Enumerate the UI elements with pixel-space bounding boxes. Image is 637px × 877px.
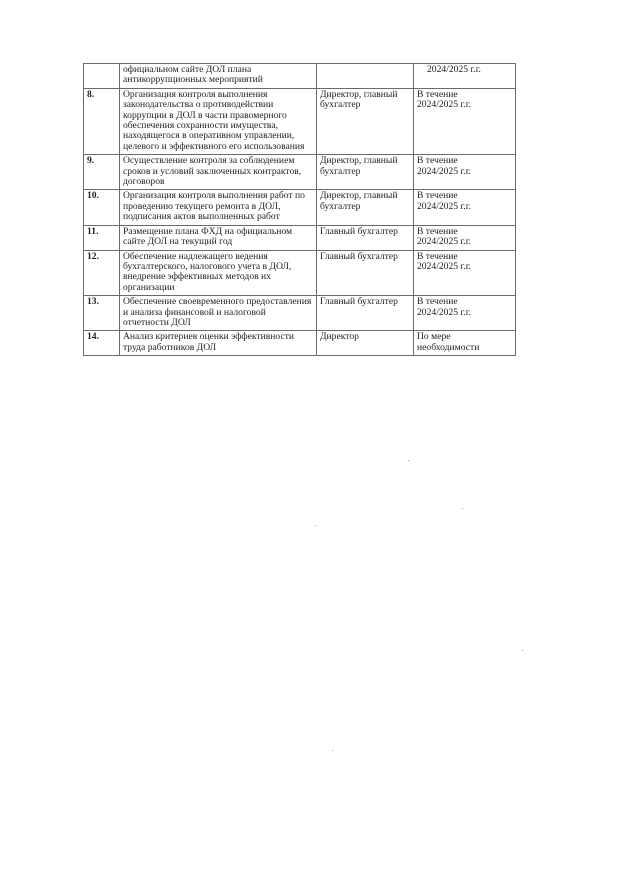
responsible-text: Директор, главный бухгалтер (317, 190, 414, 225)
row-number: 11. (84, 225, 120, 250)
row-number: 9. (84, 155, 120, 190)
term-period-text: 2024/2025 г.г. (417, 306, 471, 318)
action-text: Осуществление контроля за соблюдением сроков и условий заключенных контрактов, договоров (120, 155, 317, 190)
term-text: В течение (417, 88, 458, 100)
term-cell (414, 250, 516, 296)
term-period-text: 2024/2025 г.г. (417, 165, 471, 177)
scan-speck (315, 525, 316, 526)
term-period-text: необходимости (417, 341, 480, 353)
term-text: В течение (417, 155, 458, 167)
term-cell (414, 225, 516, 250)
row-number: 10. (84, 190, 120, 225)
row-number: 13. (84, 296, 120, 331)
responsible-text: Главный бухгалтер (317, 250, 414, 296)
row-number: 12. (84, 250, 120, 296)
term-text: В течение (417, 296, 458, 308)
term-text: В течение (417, 225, 458, 237)
plan-table-body (84, 64, 516, 356)
term-text: В течение (417, 250, 458, 262)
row-number: 8. (84, 88, 120, 154)
table-row (84, 296, 516, 331)
row-number: 14. (84, 331, 120, 356)
scan-speck (462, 508, 463, 509)
term-cell (414, 64, 516, 89)
term-text: В течение (417, 190, 458, 202)
table-row (84, 88, 516, 154)
responsible-text (317, 64, 414, 89)
table-row (84, 155, 516, 190)
scan-speck (522, 650, 523, 651)
term-period-text: 2024/2025 г.г. (417, 200, 471, 212)
term-period-text: 2024/2025 г.г. (417, 236, 471, 248)
scan-speck (408, 460, 409, 461)
term-cell (414, 331, 516, 356)
term-period-text: 2024/2025 г.г. (417, 260, 471, 272)
row-number (84, 64, 120, 89)
table-row (84, 225, 516, 250)
action-text: Организация контроля выполнения законодательства о противодействии коррупции в ДОЛ в части правомерного обеспечения сохранности имущества, находящегося в оперативном управлении, целевого и эффективного его использования (120, 88, 317, 154)
table-row (84, 331, 516, 356)
anticorruption-plan-table (83, 63, 516, 356)
action-text: Обеспечение своевременного предоставления и анализа финансовой и налоговой отчетности ДОЛ (120, 296, 317, 331)
action-text: Организация контроля выполнения работ по проведению текущего ремонта в ДОЛ, подписания актов выполненных работ (120, 190, 317, 225)
scan-speck (332, 750, 333, 751)
table-row (84, 250, 516, 296)
term-cell (414, 296, 516, 331)
term-cell (414, 155, 516, 190)
term-cell (414, 190, 516, 225)
action-text: Обеспечение надлежащего ведения бухгалтерского, налогового учета в ДОЛ, внедрение эффективных методов их организации (120, 250, 317, 296)
term-text: По мере (417, 331, 451, 343)
responsible-text: Главный бухгалтер (317, 225, 414, 250)
table-row (84, 190, 516, 225)
responsible-text: Директор, главный бухгалтер (317, 88, 414, 154)
term-cell (414, 88, 516, 154)
responsible-text: Главный бухгалтер (317, 296, 414, 331)
action-text: Размещение плана ФХД на официальном сайте ДОЛ на текущий год (120, 225, 317, 250)
responsible-text: Директор (317, 331, 414, 356)
term-period-text: 2024/2025 г.г. (427, 64, 481, 75)
action-text: Анализ критериев оценки эффективности труда работников ДОЛ (120, 331, 317, 356)
table-row (84, 64, 516, 89)
action-text: официальном сайте ДОЛ плана антикоррупционных мероприятий (120, 64, 317, 89)
term-period-text: 2024/2025 г.г. (417, 99, 471, 111)
responsible-text: Директор, главный бухгалтер (317, 155, 414, 190)
